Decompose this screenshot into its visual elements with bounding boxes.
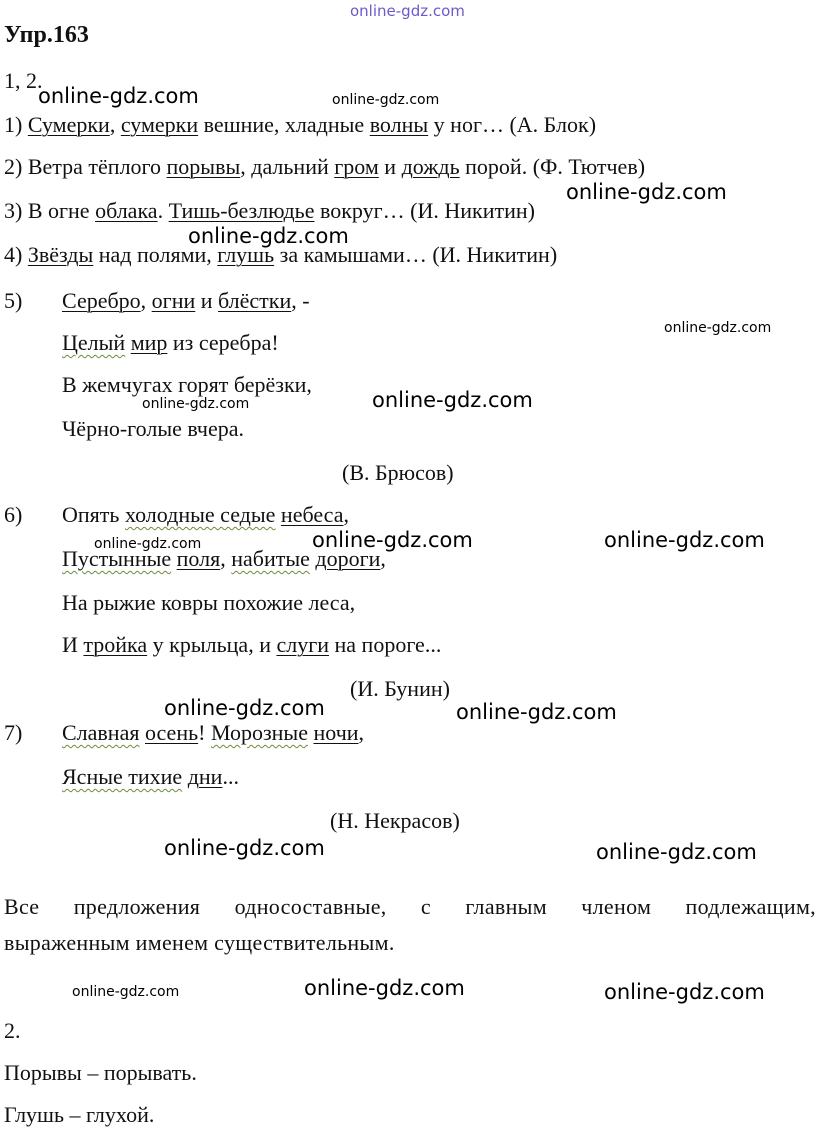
subject-word: порывы bbox=[166, 154, 241, 179]
watermark: online-gdz.com bbox=[596, 840, 757, 864]
attribute-word: Славная bbox=[62, 720, 140, 745]
poem-5-line-1: Серебро, огни и блёстки, - bbox=[62, 288, 310, 313]
watermark: online-gdz.com bbox=[94, 536, 202, 552]
poem-6-line-4: И тройка у крыльца, и слуги на пороге... bbox=[62, 632, 442, 657]
subject-word: ночи bbox=[313, 720, 359, 745]
watermark: online-gdz.com bbox=[604, 980, 765, 1004]
subject-word: дождь bbox=[401, 154, 460, 179]
watermark: online-gdz.com bbox=[38, 84, 199, 108]
attribute-word: Целый bbox=[62, 330, 126, 355]
watermark: online-gdz.com bbox=[456, 700, 617, 724]
watermark: online-gdz.com bbox=[142, 396, 250, 412]
attribute-word: холодные седые bbox=[124, 502, 276, 527]
poem-6-number: 6) bbox=[4, 502, 23, 527]
subject-word: гром bbox=[334, 154, 379, 179]
poem-6-line-3: На рыжие ковры похожие леса, bbox=[62, 590, 356, 615]
subject-word: блёстки bbox=[218, 288, 292, 313]
exercise-title: Упр.163 bbox=[4, 22, 89, 48]
poem-5-number: 5) bbox=[4, 288, 23, 313]
subject-word: небеса bbox=[280, 502, 344, 527]
poem-5-line-4: Чёрно-голые вчера. bbox=[62, 416, 245, 441]
task-2-pair-1: Порывы – порывать. bbox=[4, 1060, 197, 1085]
watermark: online-gdz.com bbox=[604, 528, 765, 552]
subject-word: Серебро bbox=[62, 288, 141, 313]
attribute-word: Ясные тихие bbox=[62, 764, 183, 789]
poem-6-line-2: Пустынные поля, набитые дороги, bbox=[62, 546, 386, 571]
subject-word: поля bbox=[176, 546, 221, 571]
conclusion-line-2: выраженным именем существительным. bbox=[4, 930, 395, 955]
poem-5-line-3: В жемчугах горят берёзки, bbox=[62, 372, 312, 397]
poem-5-line-2: Целый мир из серебра! bbox=[62, 330, 279, 355]
subject-word: дороги bbox=[315, 546, 381, 571]
subject-word: огни bbox=[151, 288, 196, 313]
attribute-word: Морозные bbox=[210, 720, 308, 745]
subject-word: слуги bbox=[276, 632, 330, 657]
poem-7-line-1: Славная осень! Морозные ночи, bbox=[62, 720, 365, 745]
poem-7-author: (Н. Некрасов) bbox=[330, 808, 460, 833]
attribute-word: Пустынные bbox=[62, 546, 172, 571]
watermark: online-gdz.com bbox=[312, 528, 473, 552]
watermark: online-gdz.com bbox=[304, 976, 465, 1000]
subject-word: сумерки bbox=[120, 112, 199, 137]
watermark: online-gdz.com bbox=[332, 92, 440, 108]
subject-word: Тишь-безлюдье bbox=[168, 198, 315, 223]
task-2-number: 2. bbox=[4, 1018, 21, 1043]
subject-word: тройка bbox=[83, 632, 148, 657]
poem-6-line-1: Опять холодные седые небеса, bbox=[62, 502, 349, 527]
task-numbers: 1, 2. bbox=[4, 68, 43, 93]
sentence-2: 2) Ветра тёплого порывы, дальний гром и дождь порой. (Ф. Тютчев) bbox=[4, 154, 646, 179]
watermark: online-gdz.com bbox=[164, 836, 325, 860]
subject-word: облака bbox=[95, 198, 158, 223]
poem-5-author: (В. Брюсов) bbox=[342, 460, 454, 485]
attribute-word: набитые bbox=[231, 546, 310, 571]
watermark: online-gdz.com bbox=[372, 388, 533, 412]
subject-word: глушь bbox=[217, 242, 275, 267]
watermark: online-gdz.com bbox=[164, 696, 325, 720]
subject-word: волны bbox=[369, 112, 429, 137]
watermark: online-gdz.com bbox=[72, 984, 180, 1000]
subject-word: Звёзды bbox=[27, 242, 94, 267]
poem-6-author: (И. Бунин) bbox=[350, 676, 450, 701]
subject-word: мир bbox=[130, 330, 168, 355]
watermark-top: online-gdz.com bbox=[350, 2, 465, 20]
watermark: online-gdz.com bbox=[566, 180, 727, 204]
sentence-1: 1) Сумерки, сумерки вешние, хладные волны у ног… (А. Блок) bbox=[4, 112, 597, 137]
task-2-pair-2: Глушь – глухой. bbox=[4, 1102, 155, 1127]
watermark: online-gdz.com bbox=[188, 224, 349, 248]
subject-word: дни bbox=[187, 764, 223, 789]
poem-7-line-2: Ясные тихие дни... bbox=[62, 764, 239, 789]
watermark: online-gdz.com bbox=[664, 320, 772, 336]
poem-7-number: 7) bbox=[4, 720, 23, 745]
subject-word: осень bbox=[144, 720, 199, 745]
sentence-3: 3) В огне облака. Тишь-безлюдье вокруг… (И. Никитин) bbox=[4, 198, 535, 223]
subject-word: Сумерки bbox=[27, 112, 110, 137]
sentence-4: 4) Звёзды над полями, глушь за камышами… (И. Никитин) bbox=[4, 242, 558, 267]
conclusion-line-1: Все предложения односоставные, с главным членом подлежащим, bbox=[4, 894, 816, 919]
